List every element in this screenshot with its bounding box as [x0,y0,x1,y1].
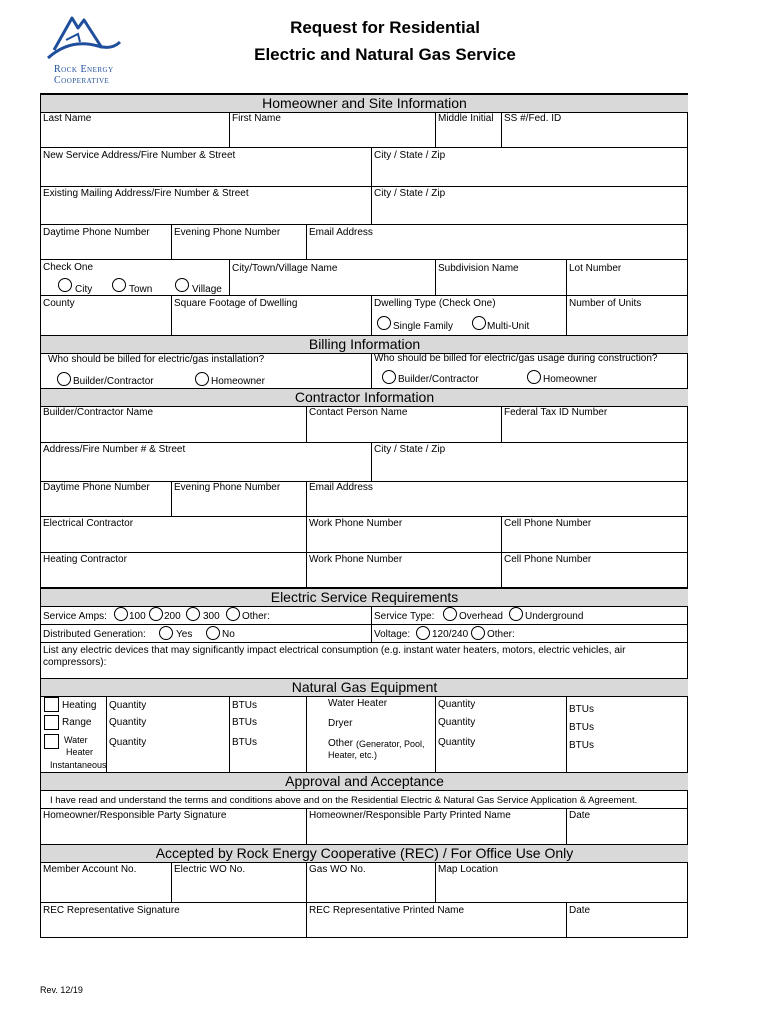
builder-name-label: Builder/Contractor Name [43,407,154,418]
heating-checkbox[interactable] [44,697,59,712]
multi-unit-label: Multi-Unit [487,321,530,332]
single-family-radio[interactable] [377,316,391,330]
amps-200-radio[interactable] [149,607,163,621]
homeowner-signature-input[interactable] [43,825,306,843]
contractor-daytime-phone-input[interactable] [43,497,171,515]
mountain-logo-icon [40,12,130,64]
dg-no-label: No [222,629,235,640]
logo-line2: Cooperative [54,75,110,86]
gas-water-heater-quantity-label: Quantity [438,699,476,710]
existing-mailing-address-label: Existing Mailing Address/Fire Number & Street [43,188,249,199]
heater-label: Heater [66,747,94,757]
electrical-cell-phone-input[interactable] [504,533,688,551]
gas-water-heater-btus-label: BTUs [569,704,594,715]
section-header-office: Accepted by Rock Energy Cooperative (REC) / For Office Use Only [41,844,688,863]
voltage-other-radio[interactable] [471,626,485,640]
amps-other-label: Other: [242,611,270,622]
heating-cell-phone-input[interactable] [504,569,688,587]
gas-other-detail: (Generator, Pool, [356,739,425,749]
village-radio[interactable] [175,278,189,292]
overhead-label: Overhead [459,611,503,622]
instantaneous-label: Instantaneous [50,760,107,770]
town-radio[interactable] [112,278,126,292]
installation-homeowner-label: Homeowner [211,376,265,387]
dg-no-radio[interactable] [206,626,220,640]
section-header-approval: Approval and Acceptance [41,772,688,791]
dg-yes-radio[interactable] [159,626,173,640]
construction-builder-label: Builder/Contractor [398,374,479,385]
overhead-radio[interactable] [443,607,457,621]
voltage-other-label: Other: [487,629,515,640]
city-town-village-name-input[interactable] [232,277,436,295]
voltage-120-240-radio[interactable] [416,626,430,640]
member-account-label: Member Account No. [43,864,137,875]
amps-200-label: 200 [164,611,181,622]
new-service-address-label: New Service Address/Fire Number & Street [43,150,236,161]
installation-builder-label: Builder/Contractor [73,376,154,387]
water-heater-checkbox[interactable] [44,734,59,749]
devices-text-line2: compressors): [43,657,107,668]
number-of-units-label: Number of Units [569,298,642,309]
revision-label: Rev. 12/19 [40,985,83,995]
voltage-120-240-label: 120/240 [432,629,469,640]
ss-fed-id-label: SS #/Fed. ID [504,113,562,124]
contractor-address-input[interactable] [43,460,371,478]
last-name-label: Last Name [43,113,92,124]
gas-other-quantity-label: Quantity [438,737,476,748]
new-service-address-input[interactable] [43,166,371,184]
gas-water-heater-label: Water Heater [328,698,388,709]
contact-person-input[interactable] [309,422,501,440]
amps-100-radio[interactable] [114,607,128,621]
dwelling-type-label: Dwelling Type (Check One) [374,298,496,309]
number-of-units-input[interactable] [569,314,688,332]
heating-work-phone-label: Work Phone Number [309,554,403,565]
daytime-phone-label: Daytime Phone Number [43,227,150,238]
last-name-input[interactable] [43,128,230,146]
existing-mailing-address-input[interactable] [43,204,371,222]
mailing-city-state-zip-label: City / State / Zip [374,188,446,199]
underground-label: Underground [525,611,584,622]
first-name-input[interactable] [232,128,436,146]
rep-signature-label: REC Representative Signature [43,905,180,916]
heating-btus-label: BTUs [232,700,257,711]
range-btus-label: BTUs [232,717,257,728]
gas-other-label: Other [328,738,354,749]
billing-installation-question: Who should be billed for electric/gas installation? [48,354,265,365]
electrical-contractor-input[interactable] [43,533,306,551]
contractor-city-state-zip-label: City / State / Zip [374,444,446,455]
amps-other-input[interactable] [275,607,371,623]
water-heater-quantity-label: Quantity [109,737,147,748]
federal-tax-id-input[interactable] [504,422,688,440]
section-header-contractor: Contractor Information [41,388,688,407]
company-logo [40,12,130,88]
member-account-input[interactable] [43,882,171,900]
email-input[interactable] [309,241,688,259]
contractor-address-label: Address/Fire Number # & Street [43,444,186,455]
electrical-work-phone-label: Work Phone Number [309,518,403,529]
heating-contractor-label: Heating Contractor [43,554,127,565]
homeowner-signature-label: Homeowner/Responsible Party Signature [43,810,227,821]
email-label: Email Address [309,227,373,238]
rep-signature-input[interactable] [43,919,306,937]
city-radio[interactable] [58,278,72,292]
contractor-daytime-phone-label: Daytime Phone Number [43,482,150,493]
section-header-electric: Electric Service Requirements [41,588,688,607]
voltage-label: Voltage: [374,629,411,640]
homeowner-printed-name-input[interactable] [309,825,566,843]
subdivision-name-label: Subdivision Name [438,263,519,274]
village-option-label: Village [192,284,222,295]
page-title-line2: Electric and Natural Gas Service [254,45,516,64]
map-location-input[interactable] [438,882,688,900]
electrical-work-phone-input[interactable] [309,533,501,551]
city-option-label: City [75,284,93,295]
first-name-label: First Name [232,113,281,124]
gas-other-detail2: Heater, etc.) [328,750,378,760]
construction-builder-radio[interactable] [382,370,396,384]
gas-other-btus-label: BTUs [569,740,594,751]
section-header-gas: Natural Gas Equipment [41,678,688,697]
heating-contractor-input[interactable] [43,569,306,587]
contact-person-label: Contact Person Name [309,407,408,418]
contractor-email-input[interactable] [309,497,688,515]
range-quantity-label: Quantity [109,717,147,728]
city-state-zip-label: City / State / Zip [374,150,446,161]
subdivision-name-input[interactable] [438,277,566,295]
installation-builder-radio[interactable] [57,372,71,386]
daytime-phone-input[interactable] [43,241,171,259]
approval-statement: I have read and understand the terms and conditions above and on the Residential Electric & Natural Gas Service Application & Agreement. [50,795,638,806]
electrical-cell-phone-label: Cell Phone Number [504,518,592,529]
county-label: County [43,298,75,309]
billing-construction-question: Who should be billed for electric/gas usage during construction? [374,353,658,364]
city-state-zip-input[interactable] [374,166,688,184]
federal-tax-id-label: Federal Tax ID Number [504,407,608,418]
city-town-village-name-label: City/Town/Village Name [232,263,338,274]
dg-yes-label: Yes [176,629,193,640]
office-date-input[interactable] [569,919,688,937]
contractor-evening-phone-input[interactable] [174,497,306,515]
devices-input[interactable] [110,656,688,672]
heating-quantity-label: Quantity [109,700,147,711]
lot-number-input[interactable] [569,277,688,295]
rep-printed-name-label: REC Representative Printed Name [309,905,465,916]
middle-initial-label: Middle Initial [438,113,494,124]
service-type-label: Service Type: [374,611,435,622]
logo-line1: Rock Energy [54,64,114,75]
homeowner-printed-name-label: Homeowner/Responsible Party Printed Name [309,810,511,821]
check-one-label: Check One [43,262,94,273]
page-title-line1: Request for Residential [290,18,480,37]
section-header-billing: Billing Information [41,335,688,354]
section-header-homeowner: Homeowner and Site Information [41,94,688,113]
water-heater-btus-label: BTUs [232,737,257,748]
amps-300-label: 300 [203,611,220,622]
amps-other-radio[interactable] [226,607,240,621]
contractor-city-state-zip-input[interactable] [374,460,688,478]
installation-homeowner-radio[interactable] [195,372,209,386]
range-label: Range [62,717,92,728]
heating-cell-phone-label: Cell Phone Number [504,554,592,565]
square-footage-label: Square Footage of Dwelling [174,298,298,309]
multi-unit-radio[interactable] [472,316,486,330]
square-footage-input[interactable] [174,314,371,332]
voltage-other-input[interactable] [520,626,688,642]
devices-text-line1: List any electric devices that may significantly impact electrical consumption (e.g. instant water heaters, motors, electric vehicles, air [43,645,626,656]
electric-wo-input[interactable] [174,882,306,900]
town-option-label: Town [129,284,153,295]
contractor-email-label: Email Address [309,482,373,493]
gas-dryer-label: Dryer [328,718,353,729]
construction-homeowner-radio[interactable] [527,370,541,384]
gas-dryer-quantity-label: Quantity [438,717,476,728]
range-checkbox[interactable] [44,715,59,730]
distributed-generation-label: Distributed Generation: [43,629,146,640]
rep-printed-name-input[interactable] [309,919,566,937]
office-date-label: Date [569,905,591,916]
contractor-evening-phone-label: Evening Phone Number [174,482,281,493]
heating-label: Heating [62,700,97,711]
evening-phone-input[interactable] [174,241,306,259]
amps-100-label: 100 [129,611,146,622]
approval-date-input[interactable] [569,825,688,843]
electrical-contractor-label: Electrical Contractor [43,518,134,529]
underground-radio[interactable] [509,607,523,621]
lot-number-label: Lot Number [569,263,622,274]
gas-wo-input[interactable] [309,882,435,900]
ss-fed-id-input[interactable] [504,128,688,146]
service-amps-label: Service Amps: [43,611,107,622]
heating-work-phone-input[interactable] [309,569,501,587]
county-input[interactable] [43,314,171,332]
water-label: Water [64,735,88,745]
mailing-city-state-zip-input[interactable] [374,204,688,222]
builder-name-input[interactable] [43,422,306,440]
map-location-label: Map Location [438,864,499,875]
gas-wo-label: Gas WO No. [309,864,366,875]
construction-homeowner-label: Homeowner [543,374,597,385]
approval-date-label: Date [569,810,591,821]
middle-initial-input[interactable] [438,128,502,146]
gas-dryer-btus-label: BTUs [569,722,594,733]
electric-wo-label: Electric WO No. [174,864,246,875]
evening-phone-label: Evening Phone Number [174,227,281,238]
single-family-label: Single Family [393,321,454,332]
amps-300-radio[interactable] [186,607,200,621]
